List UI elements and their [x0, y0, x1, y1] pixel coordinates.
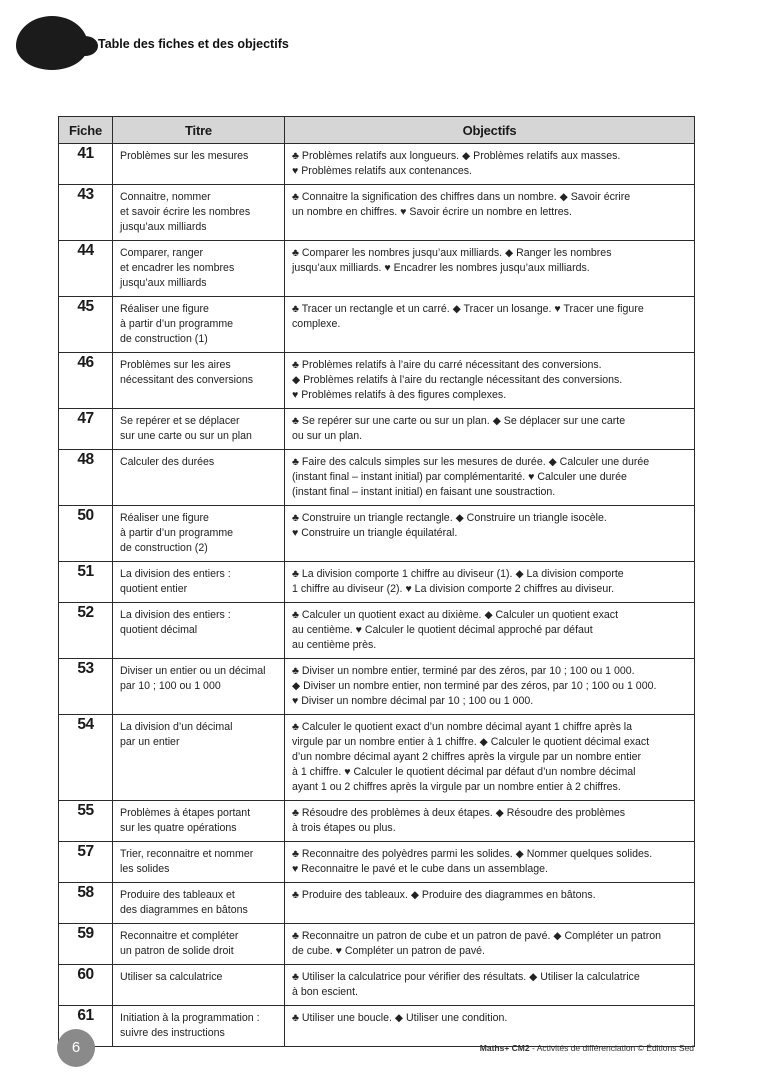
fiche-title [113, 659, 285, 715]
fiche-number: 57 [59, 842, 113, 883]
fiche-title [113, 965, 285, 1006]
fiche-objectives [285, 562, 695, 603]
objective-line: ◆ Diviser un nombre entier, non terminé par des zéros, par 10 ; 100 ou 1 000. [292, 680, 657, 692]
fiche-objectives [285, 924, 695, 965]
fiche-title-line: Trier, reconnaitre et nommer [120, 848, 254, 860]
table-row [59, 562, 695, 603]
fiche-title-line: jusqu’aux milliards [120, 277, 207, 289]
fiche-number: 41 [59, 144, 113, 185]
table-row [59, 842, 695, 883]
objective-line: (instant final – instant initial) par complémentarité. ♥ Calculer une durée [292, 471, 627, 483]
fiche-title [113, 883, 285, 924]
fiche-title [113, 924, 285, 965]
objective-line: ♣ Reconnaitre des polyèdres parmi les solides. ◆ Nommer quelques solides. [292, 848, 653, 860]
fiche-title-line: Diviser un entier ou un décimal [120, 665, 266, 677]
fiche-objectives [285, 144, 695, 185]
fiche-title-line: à partir d’un programme [120, 318, 234, 330]
fiche-objectives [285, 715, 695, 801]
fiche-title-line: des diagrammes en bâtons [120, 904, 248, 916]
fiche-objectives [285, 842, 695, 883]
fiche-title-line: par 10 ; 100 ou 1 000 [120, 680, 221, 692]
objective-line: ♣ La division comporte 1 chiffre au diviseur (1). ◆ La division comporte [292, 568, 624, 580]
objective-line: jusqu’aux milliards. ♥ Encadrer les nombres jusqu’aux milliards. [292, 262, 590, 274]
table-row [59, 603, 695, 659]
fiche-objectives [285, 297, 695, 353]
page-title: Table des fiches et des objectifs [98, 37, 289, 51]
fiche-title-line: de construction (1) [120, 333, 208, 345]
fiche-title [113, 450, 285, 506]
table-row [59, 883, 695, 924]
fiche-objectives [285, 965, 695, 1006]
objective-line: ♥ Diviser un nombre décimal par 10 ; 100 ou 1 000. [292, 695, 534, 707]
table-header-row [59, 117, 695, 144]
table-row [59, 144, 695, 185]
objective-line: virgule par un nombre entier à 1 chiffre. ◆ Calculer le quotient décimal exact [292, 736, 650, 748]
table-row [59, 965, 695, 1006]
objective-line: ♣ Problèmes relatifs aux longueurs. ◆ Problèmes relatifs aux masses. [292, 150, 621, 162]
table-row [59, 659, 695, 715]
fiche-number: 47 [59, 409, 113, 450]
table-row [59, 801, 695, 842]
fiche-title [113, 1006, 285, 1047]
fiche-title-line: sur les quatre opérations [120, 822, 237, 834]
fiche-title-line: un patron de solide droit [120, 945, 234, 957]
fiche-title [113, 506, 285, 562]
fiche-title [113, 562, 285, 603]
fiche-title-line: La division d’un décimal [120, 721, 233, 733]
fiche-objectives [285, 1006, 695, 1047]
page-number-badge: 6 [57, 1029, 95, 1067]
fiche-title-line: La division des entiers : [120, 568, 231, 580]
objective-line: ♥ Reconnaitre le pavé et le cube dans un assemblage. [292, 863, 548, 875]
objective-line: un nombre en chiffres. ♥ Savoir écrire un nombre en lettres. [292, 206, 572, 218]
objective-line: ♣ Utiliser la calculatrice pour vérifier des résultats. ◆ Utiliser la calculatrice [292, 971, 640, 983]
objective-line: ♣ Construire un triangle rectangle. ◆ Construire un triangle isocèle. [292, 512, 607, 524]
fiche-number: 58 [59, 883, 113, 924]
table-row [59, 715, 695, 801]
fiche-title [113, 409, 285, 450]
objective-line: d’un nombre décimal ayant 2 chiffres après la virgule par un nombre entier [292, 751, 641, 763]
table-row [59, 241, 695, 297]
fiche-title-line: nécessitant des conversions [120, 374, 254, 386]
table-row [59, 450, 695, 506]
fiche-objectives [285, 506, 695, 562]
fiche-objectives [285, 659, 695, 715]
objective-line: ♣ Résoudre des problèmes à deux étapes. ◆ Résoudre des problèmes [292, 807, 626, 819]
fiche-number: 60 [59, 965, 113, 1006]
objective-line: ♣ Diviser un nombre entier, terminé par des zéros, par 10 ; 100 ou 1 000. [292, 665, 635, 677]
fiche-title-line: et encadrer les nombres [120, 262, 235, 274]
fiche-number: 50 [59, 506, 113, 562]
table-row [59, 924, 695, 965]
fiche-title-line: Se repérer et se déplacer [120, 415, 240, 427]
objective-line: à 1 chiffre. ♥ Calculer le quotient décimal par défaut d’un nombre décimal [292, 766, 636, 778]
objective-line: au centième près. [292, 639, 377, 651]
fiche-number: 45 [59, 297, 113, 353]
fiche-title [113, 842, 285, 883]
fiche-title-line: Connaitre, nommer [120, 191, 211, 203]
objective-line: à trois étapes ou plus. [292, 822, 396, 834]
objective-line: ♣ Reconnaitre un patron de cube et un patron de pavé. ◆ Compléter un patron [292, 930, 662, 942]
fiche-title [113, 801, 285, 842]
fiche-number: 44 [59, 241, 113, 297]
table-row [59, 409, 695, 450]
fiche-number: 46 [59, 353, 113, 409]
fiche-objectives [285, 353, 695, 409]
table-body [59, 144, 695, 1047]
objective-line: (instant final – instant initial) en faisant une soustraction. [292, 486, 556, 498]
objective-line: 1 chiffre au diviseur (2). ♥ La division comporte 2 chiffres au diviseur. [292, 583, 615, 595]
objective-line: ou sur un plan. [292, 430, 363, 442]
footer-credit [480, 1043, 694, 1053]
fiche-title-line: de construction (2) [120, 542, 208, 554]
fiche-title [113, 185, 285, 241]
objective-line: ♣ Faire des calculs simples sur les mesures de durée. ◆ Calculer une durée [292, 456, 650, 468]
fiche-title-line: Calculer des durées [120, 456, 215, 468]
objective-line: ♣ Connaitre la signification des chiffres dans un nombre. ◆ Savoir écrire [292, 191, 631, 203]
footer-brand: Maths+ CM2 [479, 1043, 530, 1053]
objective-line: ♣ Tracer un rectangle et un carré. ◆ Tracer un losange. ♥ Tracer une figure [292, 303, 644, 315]
objective-line: ayant 1 ou 2 chiffres après la virgule par un nombre entier à 2 chiffres. [292, 781, 621, 793]
fiche-title-line: Reconnaitre et compléter [120, 930, 239, 942]
fiche-title-line: La division des entiers : [120, 609, 231, 621]
fiche-number: 53 [59, 659, 113, 715]
table-row [59, 353, 695, 409]
fiche-number: 61 [59, 1006, 113, 1047]
fiche-title-line: Réaliser une figure [120, 512, 209, 524]
fiche-objectives [285, 409, 695, 450]
fiche-title-line: Problèmes sur les mesures [120, 150, 249, 162]
objective-line: ◆ Problèmes relatifs à l’aire du rectangle nécessitant des conversions. [292, 374, 623, 386]
fiche-number: 59 [59, 924, 113, 965]
fiche-number: 54 [59, 715, 113, 801]
objective-line: à bon escient. [292, 986, 358, 998]
fiche-title-line: Problèmes sur les aires [120, 359, 231, 371]
objective-line: ♣ Calculer le quotient exact d’un nombre décimal ayant 1 chiffre après la [292, 721, 633, 733]
fiche-objectives [285, 185, 695, 241]
column-header-fiche: Fiche [59, 117, 113, 144]
column-header-objectifs: Objectifs [285, 117, 695, 144]
fiche-number: 55 [59, 801, 113, 842]
fiche-title-line: à partir d’un programme [120, 527, 234, 539]
objective-line: ♣ Problèmes relatifs à l’aire du carré nécessitant des conversions. [292, 359, 602, 371]
fiche-title-line: Problèmes à étapes portant [120, 807, 251, 819]
fiche-number: 48 [59, 450, 113, 506]
fiche-number: 51 [59, 562, 113, 603]
fiche-objectives [285, 603, 695, 659]
fiche-title [113, 715, 285, 801]
table-row [59, 185, 695, 241]
table-row [59, 1006, 695, 1047]
objective-line: ♥ Construire un triangle équilatéral. [292, 527, 458, 539]
fiche-title-line: quotient décimal [120, 624, 198, 636]
fiche-objectives [285, 450, 695, 506]
fiche-number: 43 [59, 185, 113, 241]
fiche-title [113, 144, 285, 185]
fiche-objectives [285, 801, 695, 842]
objective-line: ♣ Comparer les nombres jusqu’aux milliards. ◆ Ranger les nombres [292, 247, 612, 259]
fiche-title [113, 297, 285, 353]
fiche-title-line: par un entier [120, 736, 180, 748]
table-row [59, 297, 695, 353]
column-header-titre: Titre [113, 117, 285, 144]
fiche-title-line: jusqu’aux milliards [120, 221, 207, 233]
fiche-title-line: sur une carte ou sur un plan [120, 430, 252, 442]
fiche-objectives [285, 883, 695, 924]
fiche-title-line: et savoir écrire les nombres [120, 206, 251, 218]
objective-line: ♥ Problèmes relatifs à des figures complexes. [292, 389, 507, 401]
fiche-title-line: Réaliser une figure [120, 303, 209, 315]
fiche-title [113, 603, 285, 659]
objective-line: ♣ Calculer un quotient exact au dixième. ◆ Calculer un quotient exact [292, 609, 619, 621]
objective-line: ♣ Utiliser une boucle. ◆ Utiliser une condition. [292, 1012, 508, 1024]
fiche-title-line: Produire des tableaux et [120, 889, 235, 901]
objective-line: au centième. ♥ Calculer le quotient décimal approché par défaut [292, 624, 593, 636]
objective-line: ♣ Se repérer sur une carte ou sur un plan. ◆ Se déplacer sur une carte [292, 415, 626, 427]
fiche-title-line: suivre des instructions [120, 1027, 225, 1039]
fiche-objectives [285, 241, 695, 297]
objective-line: de cube. ♥ Compléter un patron de pavé. [292, 945, 485, 957]
objective-line: ♥ Problèmes relatifs aux contenances. [292, 165, 473, 177]
toc-table [58, 116, 695, 1047]
fiche-title-line: Comparer, ranger [120, 247, 204, 259]
fiche-title-line: Initiation à la programmation : [120, 1012, 260, 1024]
fiche-title-line: quotient entier [120, 583, 188, 595]
fiche-number: 52 [59, 603, 113, 659]
fiche-title [113, 241, 285, 297]
objective-line: ♣ Produire des tableaux. ◆ Produire des diagrammes en bâtons. [292, 889, 596, 901]
fiche-title [113, 353, 285, 409]
objective-line: complexe. [292, 318, 341, 330]
header-drop-shape [16, 16, 88, 70]
fiche-title-line: les solides [120, 863, 170, 875]
table-row [59, 506, 695, 562]
footer-text: - Activités de différenciation © Éditions Sed [529, 1043, 694, 1053]
fiche-title-line: Utiliser sa calculatrice [120, 971, 223, 983]
